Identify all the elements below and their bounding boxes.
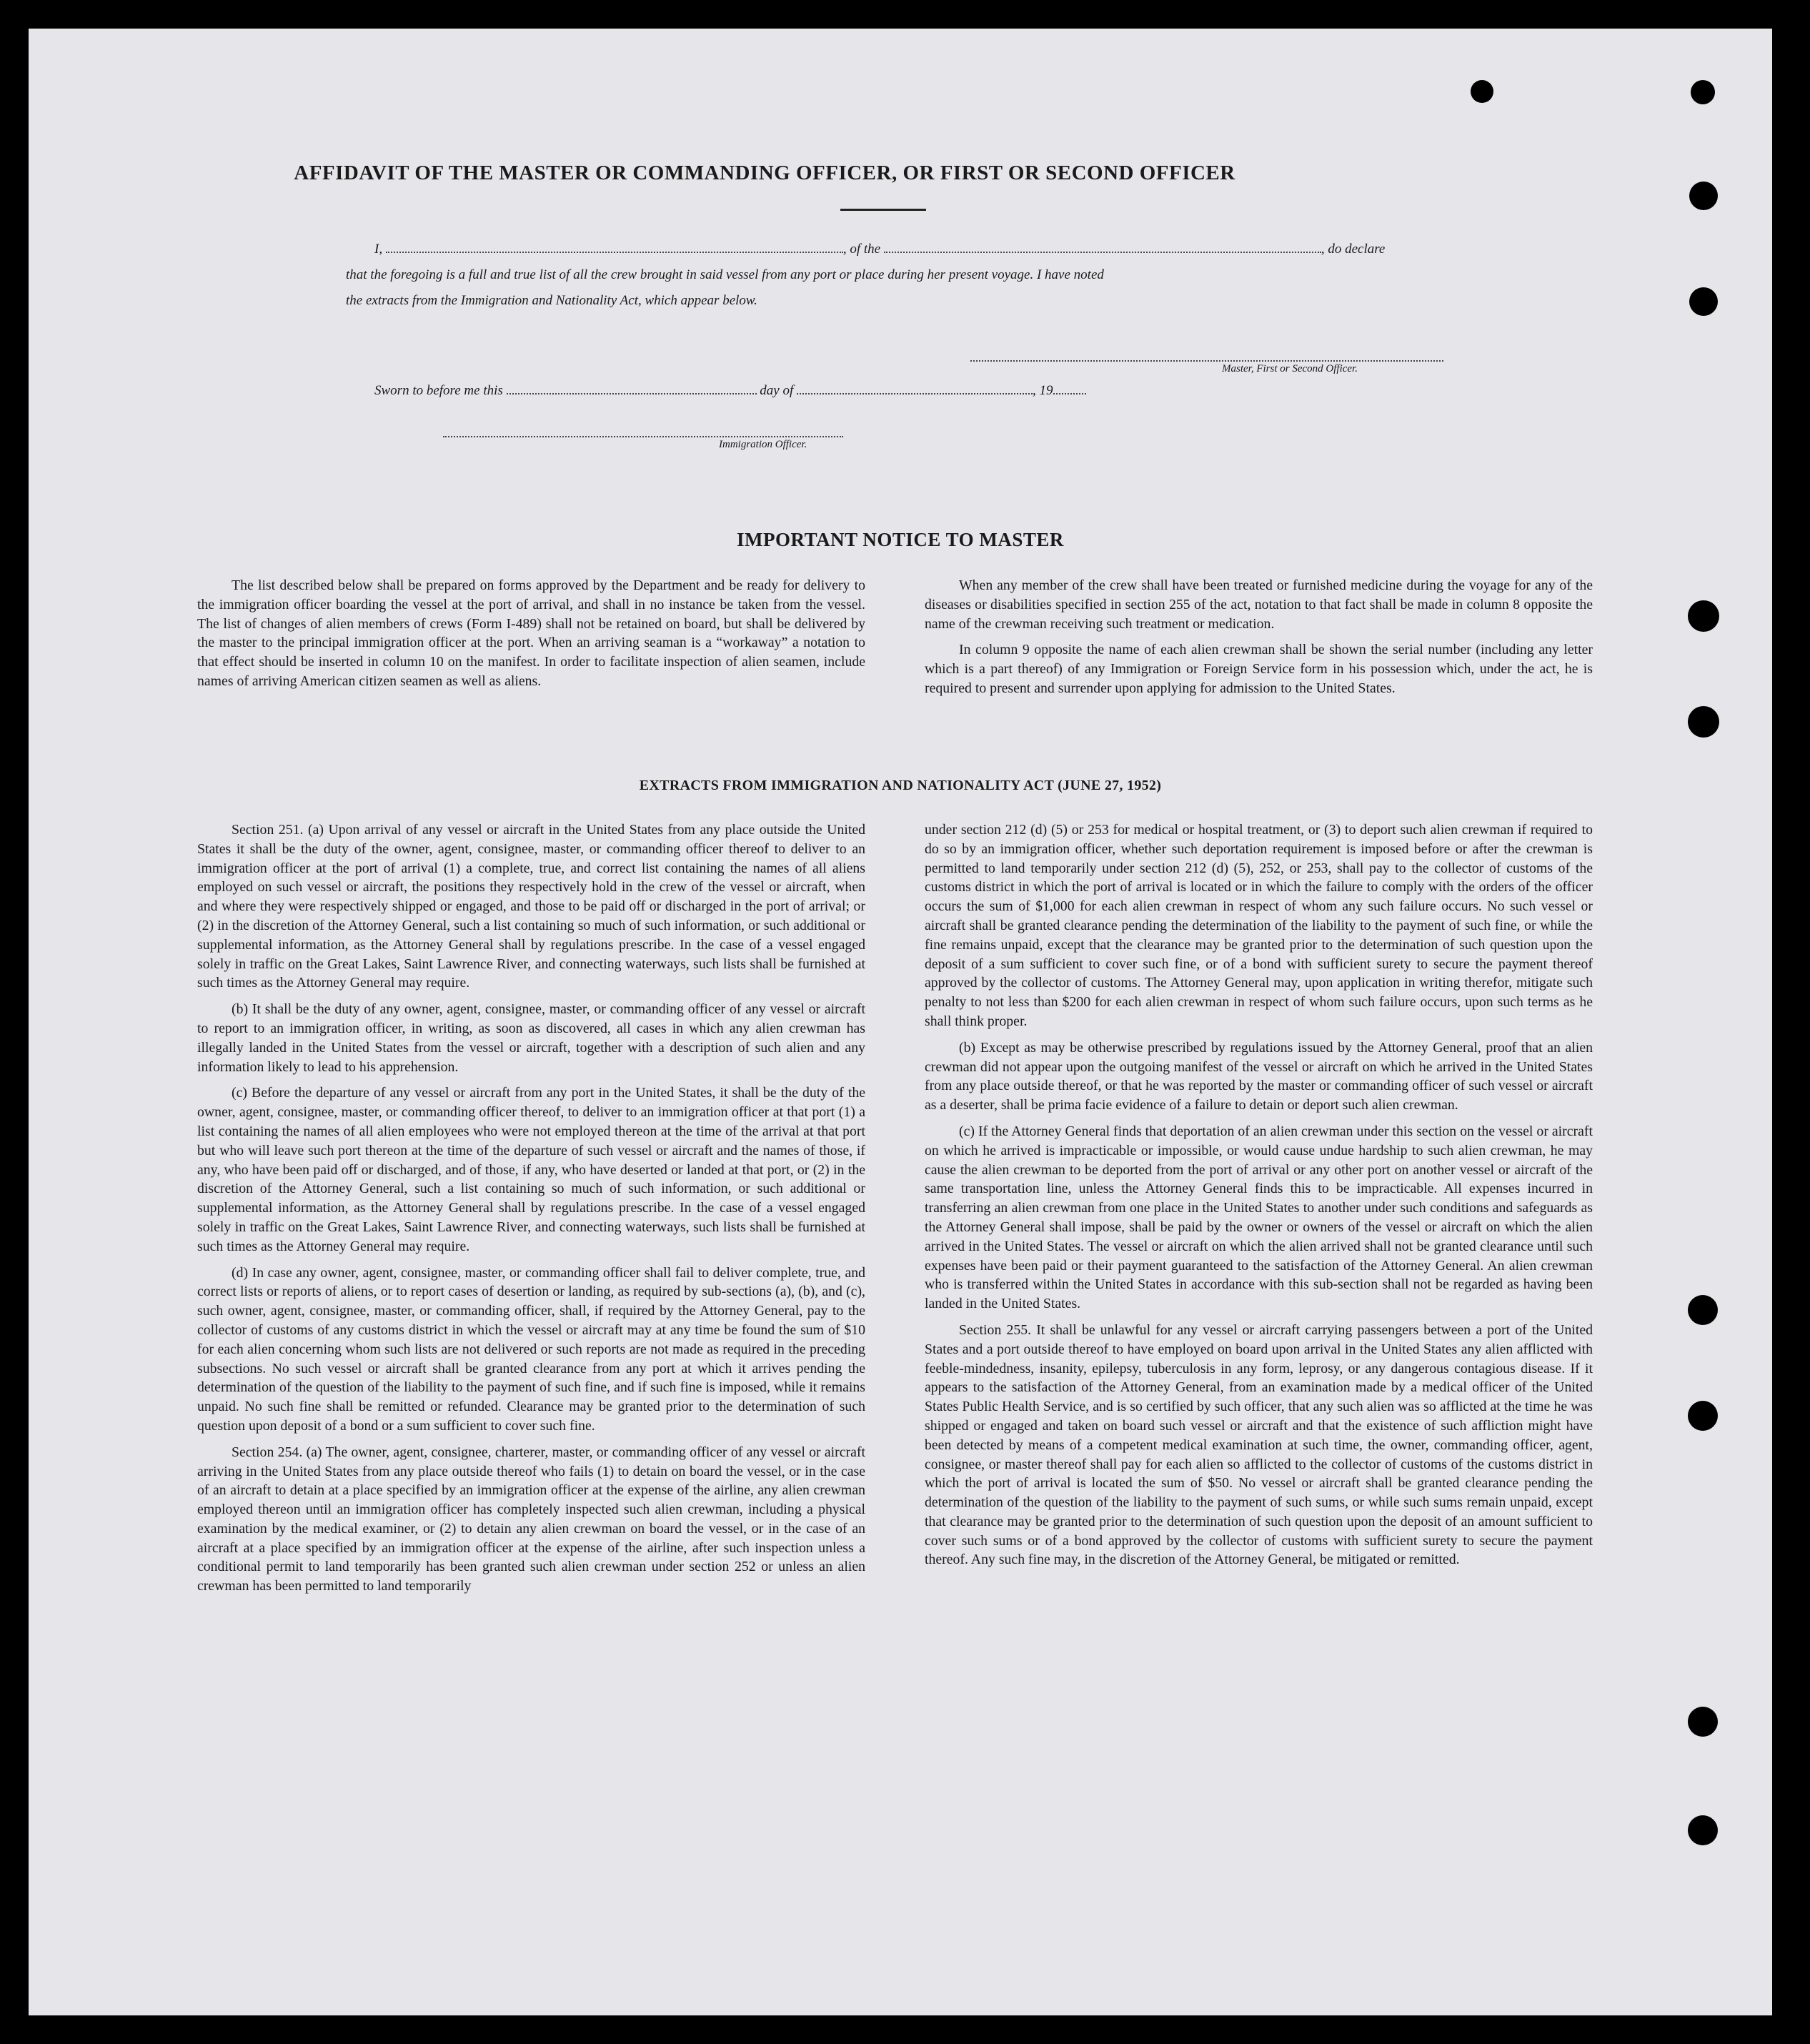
declarant-prefix: I, xyxy=(374,242,383,257)
declaration-text-3: the extracts from the Immigration and Nationality Act, which appear below. xyxy=(346,293,757,308)
name-field[interactable] xyxy=(386,242,843,253)
of-the-label: , of the xyxy=(842,242,881,257)
sworn-month-field[interactable] xyxy=(797,383,1033,395)
notice-title: IMPORTANT NOTICE TO MASTER xyxy=(737,529,1064,550)
punch-hole xyxy=(1688,706,1719,738)
sworn-date-field[interactable] xyxy=(507,383,757,395)
punch-hole xyxy=(1471,80,1493,103)
section-paragraph: (b) Except as may be otherwise prescribed by regulations issued by the Attorney General, proof that an alien crewman did not appear upon the outgoing manifest of the vessel or aircraft on which he arrived in the United States from any place outside thereof, or that he was reported by the master or commanding officer of such vessel or aircraft as a deserter, shall be prima facie evidence of a failure to detain or deport such alien crewman. xyxy=(925,1039,1593,1113)
section-paragraph: Section 254. (a) The owner, agent, consignee, charterer, master, or commanding officer of any vessel or aircraft arriving in the United States from any place outside thereof who fails (1) to detain on board the vessel, or in the case of an aircraft to detain at a place specified by an immigration officer at the expense of the airline, any alien crewman employed thereon until an immigration officer has completely inspected such alien crewman, including a physical examination by the medical examiner, or (2) to detain any alien crewman on board the vessel, or in the case of an aircraft at a place specified by an immigration officer at the expense of the airline, after such inspection unless a conditional permit to land temporarily has been granted such alien crewman under section 252 or unless an alien crewman has been permitted to land temporarily xyxy=(197,1444,865,1594)
document-page xyxy=(29,29,1772,2015)
sworn-year-field[interactable] xyxy=(1053,383,1086,395)
punch-hole xyxy=(1688,1295,1718,1325)
signature-caption: Master, First or Second Officer. xyxy=(1222,363,1358,374)
declaration-text-2: that the foregoing is a full and true list of all the crew brought in said vessel from any port or place during her present voyage. I have noted xyxy=(346,267,1104,282)
officer-signature-line[interactable] xyxy=(443,436,843,437)
signature-line[interactable] xyxy=(970,360,1443,362)
punch-hole xyxy=(1691,80,1715,104)
punch-hole xyxy=(1688,600,1719,632)
notice-right-column xyxy=(925,576,1593,705)
section-paragraph: (c) If the Attorney General finds that deportation of an alien crewman under this section on the vessel or aircraft on which he arrived is impracticable or impossible, or would cause undue hardship to such alien crewman, he may cause the alien crewman to be deported from the port of arrival or any other port on another vessel or aircraft of the same transportation line, unless the Attorney General finds this to be impracticable. All expenses incurred in transferring an alien crewman from one place in the United States to another under such conditions and safeguards as the Attorney General shall impose, shall be paid by the owner or owners of the vessel or aircraft on which the alien arrived in the United States. The vessel or aircraft on which the alien arrived shall not be granted clearance until such expenses have been paid or their payment guaranteed to the satisfaction of the Attorney General. An alien crewman who is transferred within the United States in accordance with this sub-section shall not be regarded as having been landed in the United States. xyxy=(925,1123,1593,1312)
notice-paragraph: In column 9 opposite the name of each alien crewman shall be shown the serial number (including any letter which is a part thereof) of any Immigration or Foreign Service form in his possession which, under the act, he is required to present and surrender upon applying for admission to the United States. xyxy=(925,642,1593,696)
section-paragraph: (b) It shall be the duty of any owner, agent, consignee, master, or commanding officer of any vessel or aircraft to report to an immigration officer, in writing, as soon as discovered, all cases in which any alien crewman has illegally landed in the United States from the vessel or aircraft, together with a description of such alien and any information likely to lead to his apprehension. xyxy=(197,1001,865,1075)
punch-hole xyxy=(1688,1707,1718,1737)
officer-caption: Immigration Officer. xyxy=(719,439,807,450)
section-paragraph: (c) Before the departure of any vessel or aircraft from any port in the United States, it shall be the duty of the owner, agent, consignee, master, or commanding officer thereof, to deliver to an immigration officer at that port (1) a list containing the names of all alien employees who were not employed thereon at the time of the arrival at that port but who will leave such port thereon at the time of the departure of such vessel or aircraft and the names of those, if any, who have been paid off or discharged, and of those, if any, who have deserted or landed at that port, or (2) in the discretion of the Attorney General, such a list containing so much of such information, or such additional or supplemental information, as the Attorney General shall by regulations prescribe. In the case of a vessel engaged solely in traffic on the Great Lakes, Saint Lawrence River, and connecting waterways, such lists shall be furnished at such times as the Attorney General may require. xyxy=(197,1085,865,1254)
extracts-title: EXTRACTS FROM IMMIGRATION AND NATIONALITY ACT (JUNE 27, 1952) xyxy=(639,778,1162,793)
notice-left-column xyxy=(197,576,865,698)
vessel-field[interactable] xyxy=(884,242,1321,253)
punch-hole xyxy=(1688,1401,1718,1431)
notice-paragraph: When any member of the crew shall have been treated or furnished medicine during the voyage for any of the diseases or disabilities specified in section 255 of the act, notation to that fact shall be made in column 8 opposite the name of the crewman receiving such treatment or medication. xyxy=(925,577,1593,632)
extracts-right-column xyxy=(925,820,1593,1577)
declare-label: , do declare xyxy=(1321,242,1386,257)
notice-paragraph: The list described below shall be prepared on forms approved by the Department and be ready for delivery to the immigration officer boarding the vessel at the port of arrival, and shall in no instance be taken from the vessel. The list of changes of alien members of crews (Form I-489) shall not be retained on board, but shall be delivered by the master to the principal immigration officer at the port. When an arriving seaman is a “workaway” a notation to that effect should be inserted in column 10 on the manifest. In order to facilitate inspection of alien seamen, include names of arriving American citizen seamen as well as aliens. xyxy=(197,577,865,689)
title-rule xyxy=(840,209,926,211)
punch-hole xyxy=(1689,287,1718,316)
sworn-line xyxy=(374,383,1086,399)
sworn-label: Sworn to before me this xyxy=(374,383,503,398)
section-paragraph: Section 251. (a) Upon arrival of any vessel or aircraft in the United States from any place outside the United States it shall be the duty of the owner, agent, consignee, master, or commanding officer thereof to deliver to an immigration officer at the port of arrival (1) a complete, true, and correct list containing the names of all aliens employed on such vessel or aircraft, the positions they respectively hold in the crew of the vessel or aircraft, when and where they were respectively shipped or engaged, and those to be paid off or discharged in the port of arrival; or (2) in the discretion of the Attorney General, such a list containing so much of such information, or such additional or supplemental information, as the Attorney General shall by regulations prescribe. In the case of a vessel engaged solely in traffic on the Great Lakes, Saint Lawrence River, and connecting waterways, such lists shall be furnished at such times as the Attorney General may require. xyxy=(197,822,865,991)
year-label: , 19 xyxy=(1033,383,1053,398)
section-paragraph: Section 255. It shall be unlawful for any vessel or aircraft carrying passengers between a port of the United States and a port outside thereof to have employed on board upon arrival in the United States any alien afflicted with feeble-mindedness, insanity, epilepsy, tuberculosis in any form, leprosy, or any dangerous contagious disease. If it appears to the satisfaction of the Attorney General, from an examination made by a medical officer of the United States Public Health Service, and is so certified by such officer, that any such alien was so afflicted at the time he was shipped or engaged and taken on board such vessel or aircraft and that the existence of such affliction might have been detected by means of a competent medical examination at such time, the owner, commanding officer, agent, consignee, or master thereof shall pay for each alien so afflicted to the collector of customs of the customs district in which the port of arrival is located the sum of $50. No vessel or aircraft shall be granted clearance pending the determination of the question of the liability to the payment of such sums, or while such sums remain unpaid, except that clearance may be granted prior to the determination of such question upon the deposit of an amount sufficient to cover such sums or of a bond approved by the collector of customs with sufficient surety to secure the payment thereof. Any such fine may, in the discretion of the Attorney General, be mitigated or remitted. xyxy=(925,1321,1593,1568)
section-paragraph: (d) In case any owner, agent, consignee, master, or commanding officer shall fail to deliver complete, true, and correct lists or reports of aliens, or to report cases of desertion or landing, as required by sub-sections (a), (b), and (c), such owner, agent, consignee, master, or commanding officer, shall, if required by the Attorney General, pay to the collector of customs of any customs district in which the vessel or aircraft may at any time be found the sum of $10 for each alien concerning whom such lists are not delivered or such reports are not made as required in the preceding subsections. No such vessel or aircraft shall be granted clearance from any port at which it arrives pending the determination of the question of the liability to the payment of such fine, and if such fine is imposed, while it remains unpaid. No such fine shall be remitted or refunded. Clearance may be granted prior to the determination of such question upon deposit of a bond or a sum sufficient to cover such fine. xyxy=(197,1264,865,1434)
declaration-line xyxy=(374,242,1385,257)
punch-hole xyxy=(1689,182,1718,210)
section-paragraph: under section 212 (d) (5) or 253 for medical or hospital treatment, or (3) to deport such alien crewman if required to do so by an immigration officer, whether such deportation requirement is imposed before or after the crewman is permitted to land temporarily under section 212 (d) (5), 252, or 253, shall pay to the collector of customs of the customs district in which the port of arrival is located or in which the failure to comply with the orders of the officer occurs the sum of $1,000 for each alien crewman in respect of whom any such failure occurs. No such vessel or aircraft shall be granted clearance pending the determination of the liability to the payment of such fine, or while the fine remains unpaid, except that the clearance may be granted prior to the determination of such question upon the deposit of a sum sufficient to cover such fine, or of a bond with sufficient surety to secure the payment thereof approved by the collector of customs. The Attorney General may, upon application in writing therefor, mitigate such penalty to not less than $200 for each alien crewman in respect of whom such failure occurs, upon such terms as he shall think proper. xyxy=(925,822,1593,1029)
punch-hole xyxy=(1688,1815,1718,1845)
day-of-label: day of xyxy=(760,383,794,398)
extracts-left-column xyxy=(197,820,865,1603)
affidavit-title: AFFIDAVIT OF THE MASTER OR COMMANDING OFFICER, OR FIRST OR SECOND OFFICER xyxy=(294,162,1235,184)
